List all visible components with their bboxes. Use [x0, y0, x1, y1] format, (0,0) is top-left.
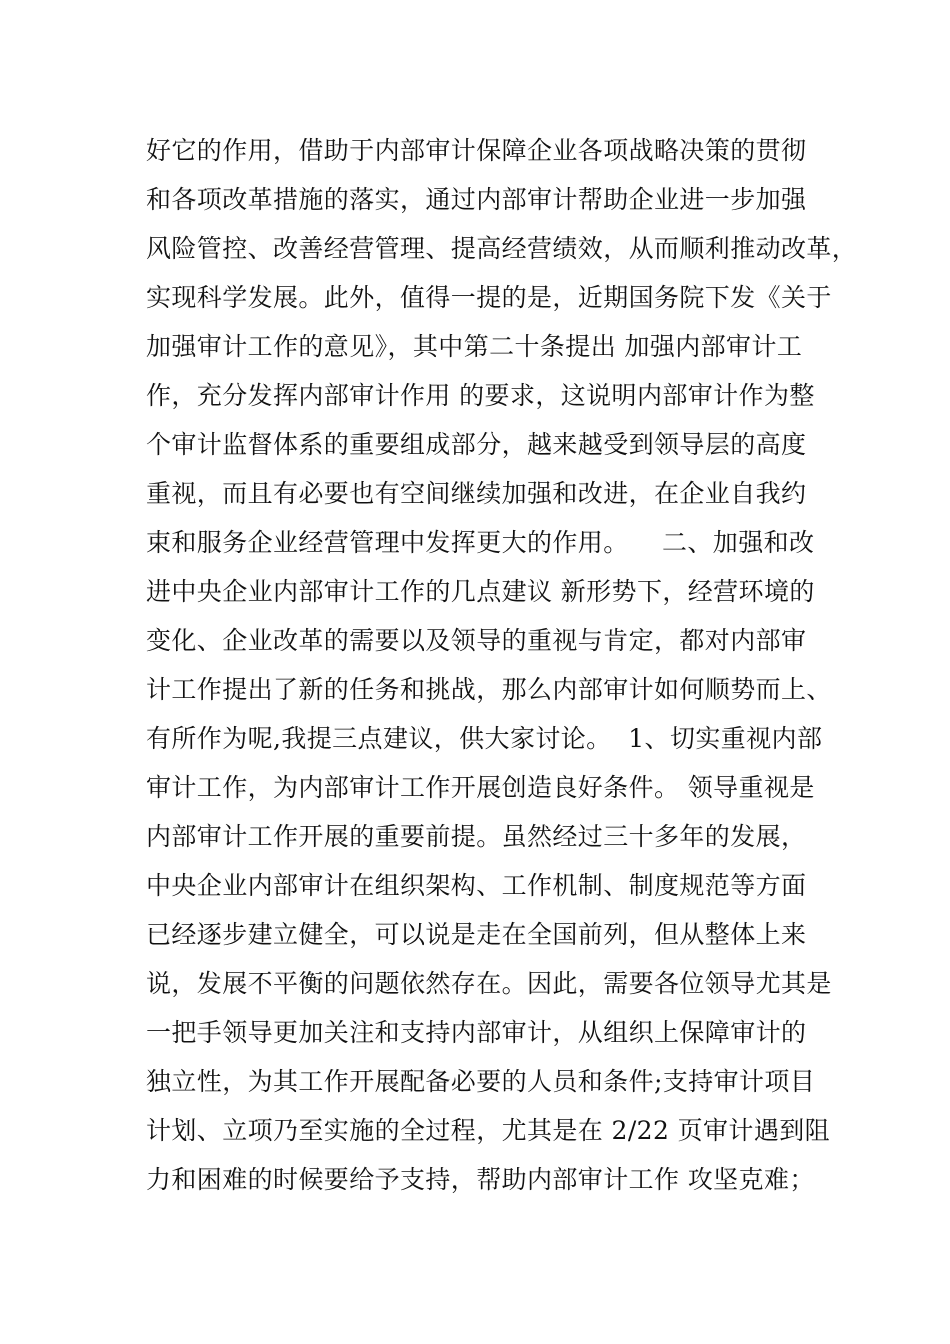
text-line: 束和服务企业经营管理中发挥更大的作用。 二、加强和改	[146, 528, 815, 557]
text-line: 中央企业内部审计在组织架构、工作机制、制度规范等方面	[146, 871, 807, 900]
text-line: 作，充分发挥内部审计作用 的要求，这说明内部审计作为整	[146, 381, 815, 410]
text-line: 风险管控、改善经营管理、提高经营绩效，从而顺利推动改革，	[146, 234, 858, 263]
text-line: 变化、企业改革的需要以及领导的重视与肯定，都对内部审	[146, 626, 807, 655]
text-line: 内部审计工作开展的重要前提。虽然经过三十多年的发展，	[146, 822, 807, 851]
text-line: 一把手领导更加关注和支持内部审计，从组织上保障审计的	[146, 1018, 807, 1047]
text-line: 说，发展不平衡的问题依然存在。因此，需要各位领导尤其是	[146, 969, 832, 998]
text-line: 重视，而且有必要也有空间继续加强和改进，在企业自我约	[146, 479, 807, 508]
text-line: 已经逐步建立健全，可以说是走在全国前列，但从整体上来	[146, 920, 807, 949]
text-line: 进中央企业内部审计工作的几点建议 新形势下，经营环境的	[146, 577, 815, 606]
text-line: 计工作提出了新的任务和挑战，那么内部审计如何顺势而上、	[146, 675, 832, 704]
text-line: 审计工作，为内部审计工作开展创造良好条件。 领导重视是	[146, 773, 815, 802]
text-line: 加强审计工作的意见》，其中第二十条提出 加强内部审计工	[146, 332, 803, 361]
text-line: 个审计监督体系的重要组成部分，越来越受到领导层的高度	[146, 430, 807, 459]
text-line: 和各项改革措施的落实，通过内部审计帮助企业进一步加强	[146, 185, 807, 214]
text-line: 计划、立项乃至实施的全过程，尤其是在 2/22 页审计遇到阻	[146, 1116, 831, 1145]
text-line: 力和困难的时候要给予支持，帮助内部审计工作 攻坚克难；	[146, 1165, 815, 1194]
body-text	[146, 131, 858, 1209]
text-line: 好它的作用，借助于内部审计保障企业各项战略决策的贯彻	[146, 136, 807, 165]
text-line: 有所作为呢,我提三点建议，供大家讨论。 1、切实重视内部	[146, 724, 823, 753]
text-line: 独立性，为其工作开展配备必要的人员和条件;支持审计项目	[146, 1067, 816, 1096]
text-line: 实现科学发展。此外，值得一提的是，近期国务院下发《关于	[146, 283, 832, 312]
